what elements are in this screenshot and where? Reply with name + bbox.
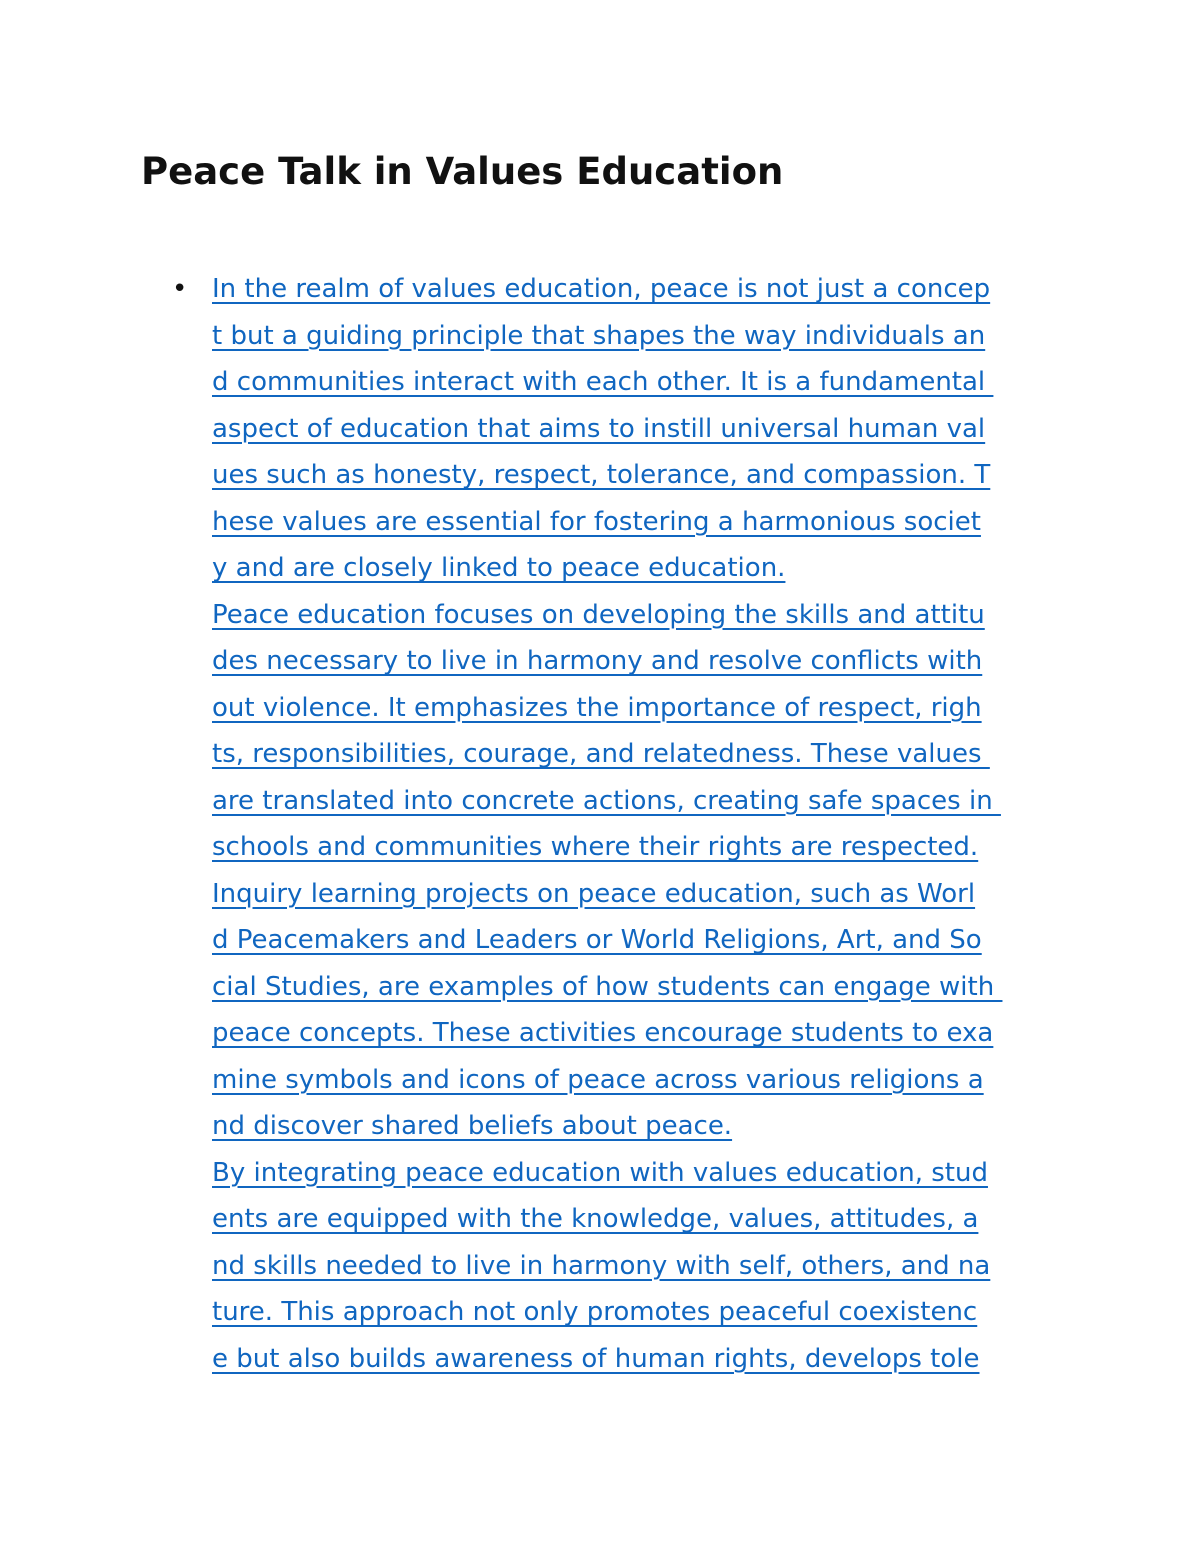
document-title: Peace Talk in Values Education bbox=[141, 150, 784, 193]
text-line[interactable]: Inquiry learning projects on peace education, such as Worl bbox=[212, 878, 976, 909]
bullet-link-text[interactable] bbox=[212, 266, 1082, 1382]
text-line[interactable]: aspect of education that aims to instill universal human val bbox=[212, 413, 986, 444]
text-line[interactable]: nd discover shared beliefs about peace. bbox=[212, 1111, 733, 1141]
text-line[interactable]: are translated into concrete actions, creating safe spaces in bbox=[212, 785, 1001, 816]
text-line[interactable]: schools and communities where their rights are respected. bbox=[212, 832, 979, 862]
text-line[interactable]: mine symbols and icons of peace across various religions a bbox=[212, 1064, 984, 1095]
text-line[interactable]: out violence. It emphasizes the importance of respect, righ bbox=[212, 692, 982, 723]
text-line[interactable]: d Peacemakers and Leaders or World Religions, Art, and So bbox=[212, 925, 982, 955]
text-line[interactable]: d communities interact with each other. It is a fundamental bbox=[212, 367, 994, 397]
bullet-marker: • bbox=[172, 274, 188, 304]
text-line[interactable]: t but a guiding principle that shapes the way individuals an bbox=[212, 320, 986, 351]
text-line[interactable]: ents are equipped with the knowledge, values, attitudes, a bbox=[212, 1204, 979, 1234]
text-line[interactable]: des necessary to live in harmony and resolve conflicts with bbox=[212, 646, 983, 676]
text-line[interactable]: ues such as honesty, respect, tolerance, and compassion. T bbox=[212, 460, 991, 490]
text-line[interactable]: By integrating peace education with values education, stud bbox=[212, 1157, 988, 1188]
text-line[interactable]: peace concepts. These activities encourage students to exa bbox=[212, 1018, 994, 1048]
text-line[interactable]: ture. This approach not only promotes peaceful coexistenc bbox=[212, 1297, 978, 1327]
text-line[interactable]: e but also builds awareness of human rights, develops tole bbox=[212, 1343, 980, 1374]
text-line[interactable]: cial Studies, are examples of how students can engage with bbox=[212, 971, 1003, 1002]
text-line[interactable]: ts, responsibilities, courage, and relatedness. These values bbox=[212, 739, 990, 769]
text-line[interactable]: nd skills needed to live in harmony with self, others, and na bbox=[212, 1250, 991, 1281]
text-line[interactable]: In the realm of values education, peace is not just a concep bbox=[212, 274, 991, 304]
text-line[interactable]: y and are closely linked to peace education. bbox=[212, 553, 786, 583]
text-line[interactable]: Peace education focuses on developing the skills and attitu bbox=[212, 599, 985, 630]
text-line[interactable]: hese values are essential for fostering a harmonious societ bbox=[212, 506, 981, 537]
